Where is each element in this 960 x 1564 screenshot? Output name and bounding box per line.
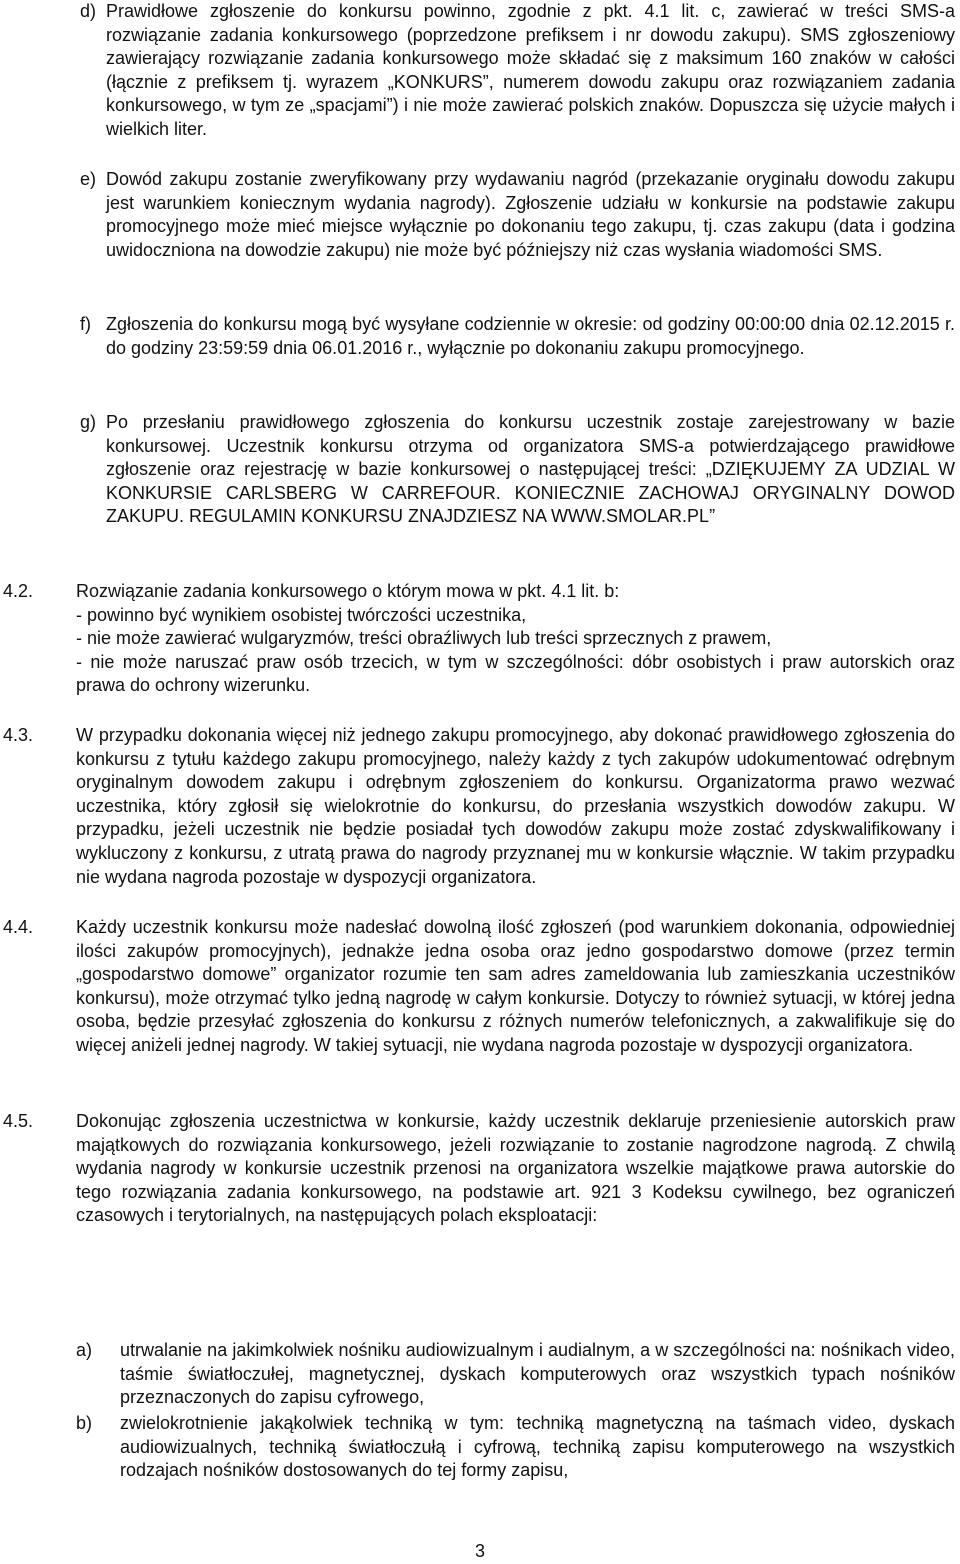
list-label: b) bbox=[76, 1413, 93, 1433]
section-number: 4.2. bbox=[3, 581, 34, 601]
section-text: Rozwiązanie zadania konkursowego o którym mowa w pkt. 4.1 lit. b: - powinno być wynikiem osobistej twórczości uczestnika, - nie może zawierać wulgaryzmów, treści obraźliwych lub treści sprzecznych z prawem, - nie może naruszać praw osób trzecich, w tym w szczególności: dóbr osobistych i praw autorskich oraz prawa do ochrony wizerunku. bbox=[76, 581, 955, 696]
subitem-text: Po przesłaniu prawidłowego zgłoszenia do konkursu uczestnik zostaje zarejestrowany w bazie konkursowej. Uczestnik konkursu otrzyma od organizatora SMS-a potwierdzającego prawidłowe zgłoszenie oraz rejestrację w bazie konkursowej o następującej treści: „DZIĘKUJEMY ZA UDZIAL W KONKURSIE CARLSBERG W CARREFOUR. KONIECZNIE ZACHOWAJ ORYGINALNY DOWOD ZAKUPU. REGULAMIN KONKURSU ZNAJDZIESZ NA WWW.SMOLAR.PL” bbox=[106, 412, 955, 527]
section-number: 4.5. bbox=[3, 1111, 34, 1131]
subitem-text: Dowód zakupu zostanie zweryfikowany przy wydawaniu nagród (przekazanie oryginału dowodu zakupu jest warunkiem koniecznym wydania nagrody). Zgłoszenie udziału w konkursie na podstawie zakupu promocyjnego może mieć miejsce wyłącznie po dokonaniu tego zakupu, tj. czas zakupu (data i godzina uwidoczniona na dowodzie zakupu) nie może być późniejszy niż czas wysłania wiadomości SMS. bbox=[106, 169, 955, 260]
section-text: Każdy uczestnik konkursu może nadesłać dowolną ilość zgłoszeń (pod warunkiem dokonania, odpowiedniej ilości zakupów promocyjnych), jednakże jedna osoba oraz jedno gospodarstwo domowe (przez termin „gospodarstwo domowe” organizator rozumie ten sam adres zameldowania lub zamieszkania uczestników konkursu), może otrzymać tylko jedną nagrodę w całym konkursie. Dotyczy to również sytuacji, w której jedna osoba, będzie przesyłać zgłoszenia do konkursu z różnych numerów telefonicznych, a zakwalifikuje się do więcej aniżeli jednej nagrody. W takiej sytuacji, nie wydana nagroda pozostaje w dyspozycji organizatora. bbox=[76, 917, 955, 1055]
section-number: 4.3. bbox=[3, 725, 34, 745]
subitem-label: g) bbox=[80, 412, 97, 432]
section-text: Dokonując zgłoszenia uczestnictwa w konkursie, każdy uczestnik deklaruje przeniesienie autorskich praw majątkowych do rozwiązania konkursowego, jeżeli rozwiązanie to zostanie nagrodzone nagrodą. Z chwilą wydania nagrody w konkursie uczestnik przenosi na organizatora wszelkie majątkowe prawa autorskie do tego rozwiązania zadania konkursowego, na podstawie art. 921 3 Kodeksu cywilnego, bez ograniczeń czasowych i terytorialnych, na następujących polach eksploatacji: bbox=[76, 1111, 955, 1226]
subitem-text: Zgłoszenia do konkursu mogą być wysyłane codziennie w okresie: od godziny 00:00:00 dnia 02.12.2015 r. do godziny 23:59:59 dnia 06.01.2016 r., wyłącznie po dokonaniu zakupu promocyjnego. bbox=[106, 314, 955, 358]
subitem-text: Prawidłowe zgłoszenie do konkursu powinno, zgodnie z pkt. 4.1 lit. c, zawierać w treści SMS-a rozwiązanie zadania konkursowego (poprzedzone prefiksem i nr dowodu zakupu). SMS zgłoszeniowy zawierający rozwiązanie zadania konkursowego może składać się z maksimum 160 znaków w całości (łącznie z prefiksem tj. wyrazem „KONKURS”, numerem dowodu zakupu oraz rozwiązaniem zadania konkursowego, w tym ze „spacjami”) i nie może zawierać polskich znaków. Dopuszcza się użycie małych i wielkich liter. bbox=[106, 1, 955, 139]
subitem-label: d) bbox=[80, 1, 97, 21]
subitem-label: e) bbox=[80, 169, 97, 189]
list-label: a) bbox=[76, 1340, 93, 1360]
list-text: utrwalanie na jakimkolwiek nośniku audiowizualnym i audialnym, a w szczególności na: nośnikach video, taśmie światłoczułej, magnetycznej, dyskach komputerowych oraz wszystkich typach nośników przeznaczonych do zapisu cyfrowego, bbox=[120, 1340, 955, 1408]
section-text: W przypadku dokonania więcej niż jednego zakupu promocyjnego, aby dokonać prawidłowego zgłoszenia do konkursu z tytułu każdego zakupu promocyjnego, należy każdy z tych zakupów udokumentować odrębnym oryginalnym dowodem zakupu i odrębnym zgłoszeniem do konkursu. Organizatorma prawo wezwać uczestnika, który zgłosił się wielokrotnie do konkursu, do przesłania wszystkich dowodów zakupu. W przypadku, jeżeli uczestnik nie będzie posiadał tych dowodów zakupu może zostać zdyskwalifikowany i wykluczony z konkursu, z utratą prawa do nagrody przyznanej mu w konkursie włącznie. W takim przypadku nie wydana nagroda pozostaje w dyspozycji organizatora. bbox=[76, 725, 955, 887]
subitem-label: f) bbox=[80, 314, 91, 334]
list-text: zwielokrotnienie jakąkolwiek techniką w tym: techniką magnetyczną na taśmach video, dyskach audiowizualnych, techniką światłoczułą i cyfrową, techniką zapisu komputerowego na wszystkich rodzajach nośników dostosowanych do tej formy zapisu, bbox=[120, 1413, 955, 1481]
section-number: 4.4. bbox=[3, 917, 34, 937]
page-number: 3 bbox=[474, 1541, 485, 1561]
